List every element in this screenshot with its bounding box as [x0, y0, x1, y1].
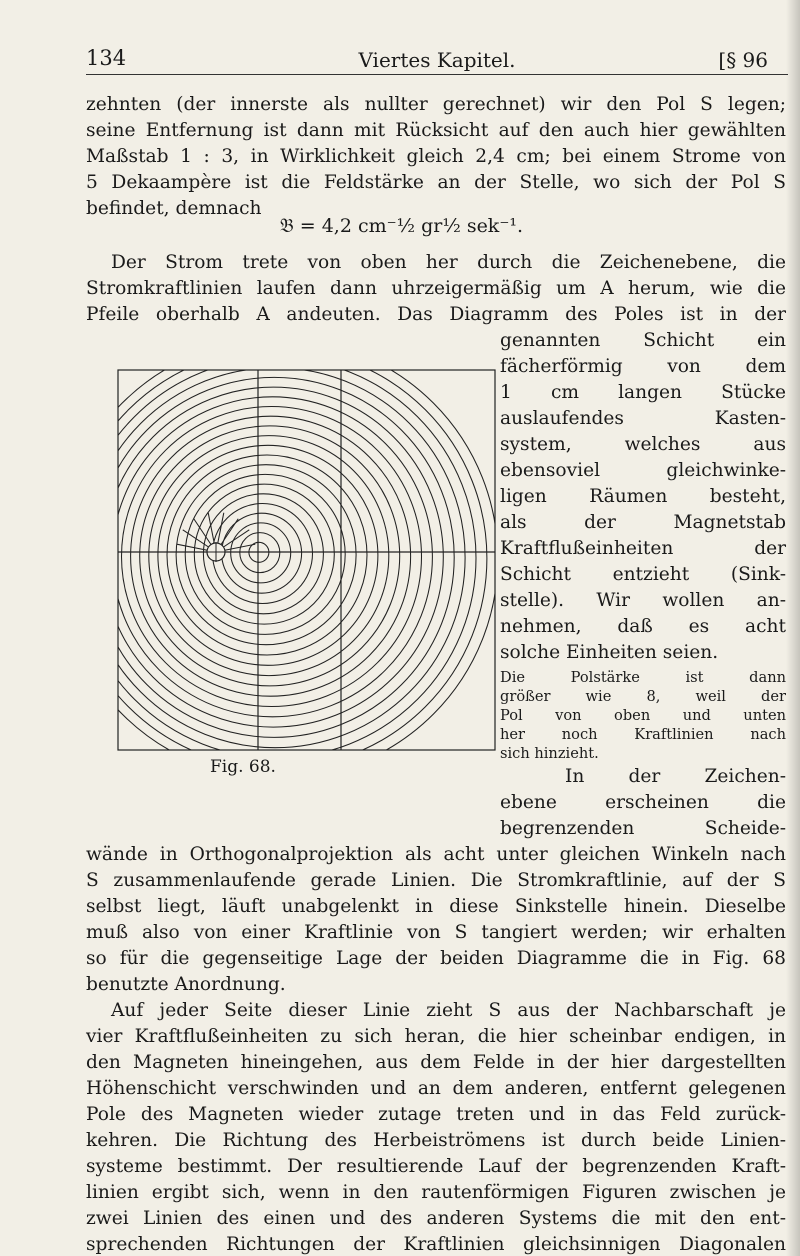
section-mark: [§ 96	[718, 48, 768, 72]
text-line: so für die gegenseitige Lage der beiden Diagramme die in Fig. 68	[86, 948, 786, 969]
column-line: nehmen, daß es acht	[500, 616, 786, 637]
text-line: benutzte Anordnung.	[86, 974, 286, 995]
page-edge-shadow	[786, 0, 800, 1256]
note-line: Pol von oben und unten	[500, 707, 786, 724]
text-line: muß also von einer Kraftlinie von S tangiert werden; wir erhalten	[86, 922, 786, 943]
chapter-title: Viertes Kapitel.	[358, 48, 516, 72]
field-line-circle	[213, 504, 313, 604]
text-line: Pfeile oberhalb A andeuten. Das Diagramm des Poles ist in der	[86, 304, 786, 325]
column-line: Schicht entzieht (Sink-	[500, 564, 786, 585]
column-line: fächerförmig von dem	[500, 356, 786, 377]
running-header	[86, 44, 788, 75]
note-line: größer wie 8, weil der	[500, 688, 786, 705]
field-line-circle	[112, 397, 432, 717]
text-line: den Magneten hineingehen, aus dem Felde in der hier dargestellten	[86, 1052, 786, 1073]
text-line: vier Kraftflußeinheiten zu sich heran, die hier scheinbar endigen, in	[86, 1026, 786, 1047]
note-line: Die Polstärke ist dann	[500, 669, 786, 686]
field-line-circle	[103, 387, 443, 727]
text-line: Auf jeder Seite dieser Linie zieht S aus der Nachbarschaft je	[111, 1000, 786, 1021]
column-line: stelle). Wir wollen an-	[500, 590, 786, 611]
column-line: solche Einheiten seien.	[500, 642, 719, 663]
field-line-circle	[86, 368, 465, 748]
text-line: 5 Dekaampère ist die Feldstärke an der Stelle, wo sich der Pol S	[86, 172, 786, 193]
text-line: Der Strom trete von oben her durch die Zeichenebene, die	[111, 252, 786, 273]
field-lines	[86, 356, 498, 756]
column-line: begrenzenden Scheide-	[500, 818, 786, 839]
column-line: 1 cm langen Stücke	[500, 382, 786, 403]
field-line-circle	[131, 416, 411, 696]
column-line: als der Magnetstab	[500, 512, 786, 533]
text-line: sprechenden Richtungen der Kraftlinien gleichsinnigen Diagonalen	[86, 1234, 786, 1255]
column-line: In der Zeichen-	[565, 766, 786, 787]
column-line: genannten Schicht ein	[500, 330, 786, 351]
text-line: Maßstab 1 : 3, in Wirklichkeit gleich 2,4 cm; bei einem Strome von	[86, 146, 786, 167]
pole-marker	[206, 542, 226, 562]
column-line: auslaufendes Kasten-	[500, 408, 786, 429]
text-line: Pole des Magneten wieder zutage treten und in das Feld zurück-	[86, 1104, 786, 1125]
column-line: ebensoviel gleichwinke-	[500, 460, 786, 481]
text-line: S zusammenlaufende gerade Linien. Die Stromkraftlinie, auf der S	[86, 870, 786, 891]
text-line: linien ergibt sich, wenn in den rautenförmigen Figuren zwischen je	[86, 1182, 786, 1203]
field-line-circle	[167, 455, 367, 655]
field-diagram	[86, 356, 500, 756]
text-line: seine Entfernung ist dann mit Rücksicht auf den auch hier gewählten	[86, 120, 786, 141]
column-line: ligen Räumen besteht,	[500, 486, 786, 507]
text-line: systeme bestimmt. Der resultierende Lauf der begrenzenden Kraft-	[86, 1156, 786, 1177]
figure-68	[86, 356, 500, 756]
field-line-circle	[86, 356, 487, 756]
text-line: kehren. Die Richtung des Herbeiströmens ist durch beide Linien-	[86, 1130, 786, 1151]
column-line: ebene erscheinen die	[500, 792, 786, 813]
text-line: zehnten (der innerste als nullter gerechnet) wir den Pol S legen;	[86, 94, 786, 115]
text-line: befindet, demnach	[86, 198, 262, 219]
text-line: Höhenschicht verschwinden und an dem anderen, entfernt gelegenen	[86, 1078, 786, 1099]
figure-caption: Fig. 68.	[210, 757, 276, 777]
page-number: 134	[86, 46, 127, 70]
text-line: Stromkraftlinien laufen dann uhrzeigermäßig um A herum, wie die	[86, 278, 786, 299]
note-line: sich hinzieht.	[500, 745, 599, 762]
column-line: Kraftflußeinheiten der	[500, 538, 786, 559]
text-line: selbst liegt, läuft unabgelenkt in diese Sinkstelle hinein. Dieselbe	[86, 896, 786, 917]
note-line: her noch Kraftlinien nach	[500, 726, 786, 743]
text-line: wände in Orthogonalprojektion als acht unter gleichen Winkeln nach	[86, 844, 786, 865]
text-line: zwei Linien des einen und des anderen Systems die mit den ent-	[86, 1208, 786, 1229]
field-strength-formula: 𝔅 = 4,2 cm⁻½ gr½ sek⁻¹.	[280, 215, 524, 237]
column-line: system, welches aus	[500, 434, 786, 455]
